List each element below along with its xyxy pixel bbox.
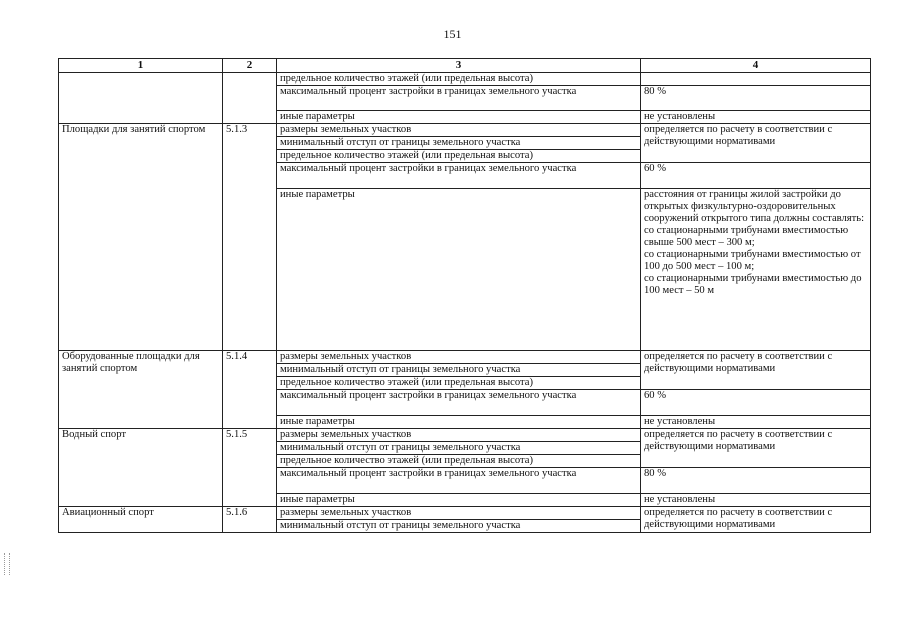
param-name: максимальный процент застройки в границах земельного участка	[277, 390, 641, 416]
param-name: предельное количество этажей (или предельная высота)	[277, 73, 641, 86]
table-row	[59, 507, 871, 520]
param-value: не установлены	[641, 111, 871, 124]
table-row	[59, 351, 871, 364]
param-name: минимальный отступ от границы земельного участка	[277, 520, 641, 533]
param-name: размеры земельных участков	[277, 507, 641, 520]
param-name: минимальный отступ от границы земельного участка	[277, 442, 641, 455]
param-name: размеры земельных участков	[277, 429, 641, 442]
page-number: 151	[443, 27, 462, 41]
param-value: 60 %	[641, 163, 871, 189]
param-name: минимальный отступ от границы земельного участка	[277, 137, 641, 150]
param-name: иные параметры	[277, 494, 641, 507]
header-col-2: 2	[223, 59, 277, 73]
param-name: максимальный процент застройки в границах земельного участка	[277, 86, 641, 111]
header-row	[59, 59, 871, 73]
param-value: не установлены	[641, 416, 871, 429]
param-value	[641, 73, 871, 86]
header-col-1: 1	[59, 59, 223, 73]
binding-margin-mark	[4, 553, 10, 575]
use-type-code: 5.1.5	[223, 429, 277, 507]
table-row	[59, 429, 871, 442]
param-value: 80 %	[641, 468, 871, 494]
table-row	[59, 124, 871, 137]
use-type-name: Водный спорт	[59, 429, 223, 507]
parameters-table	[58, 58, 871, 533]
param-value: 80 %	[641, 86, 871, 111]
use-type-code: 5.1.6	[223, 507, 277, 533]
param-value: определяется по расчету в соответствии с действующими нормативами	[641, 429, 871, 468]
param-value: 60 %	[641, 390, 871, 416]
use-type-code: 5.1.3	[223, 124, 277, 351]
param-value: расстояния от границы жилой застройки до открытых физкультурно-оздоровительных сооружений открытого типа должны составлять: со стационарными трибунами вместимостью свыше 500 мест – 300 м; со стационарными трибунами вместимостью от 100 до 500 мест – 100 м; со стационарными трибунами вместимостью до 100 мест – 50 м	[641, 189, 871, 351]
use-type-name: Площадки для занятий спортом	[59, 124, 223, 351]
param-name: максимальный процент застройки в границах земельного участка	[277, 468, 641, 494]
header-col-4: 4	[641, 59, 871, 73]
param-value: определяется по расчету в соответствии с действующими нормативами	[641, 507, 871, 533]
param-name: иные параметры	[277, 189, 641, 351]
param-name: минимальный отступ от границы земельного участка	[277, 364, 641, 377]
param-name: предельное количество этажей (или предельная высота)	[277, 150, 641, 163]
header-col-3: 3	[277, 59, 641, 73]
param-value: определяется по расчету в соответствии с действующими нормативами	[641, 124, 871, 163]
param-name: предельное количество этажей (или предельная высота)	[277, 377, 641, 390]
table-row	[59, 73, 871, 86]
param-name: предельное количество этажей (или предельная высота)	[277, 455, 641, 468]
param-value: не установлены	[641, 494, 871, 507]
param-name: иные параметры	[277, 416, 641, 429]
use-type-name: Авиационный спорт	[59, 507, 223, 533]
param-name: размеры земельных участков	[277, 351, 641, 364]
use-type-name	[59, 73, 223, 124]
param-value: определяется по расчету в соответствии с действующими нормативами	[641, 351, 871, 390]
use-type-code: 5.1.4	[223, 351, 277, 429]
use-type-code	[223, 73, 277, 124]
param-name: максимальный процент застройки в границах земельного участка	[277, 163, 641, 189]
param-name: размеры земельных участков	[277, 124, 641, 137]
use-type-name: Оборудованные площадки для занятий спортом	[59, 351, 223, 429]
param-name: иные параметры	[277, 111, 641, 124]
